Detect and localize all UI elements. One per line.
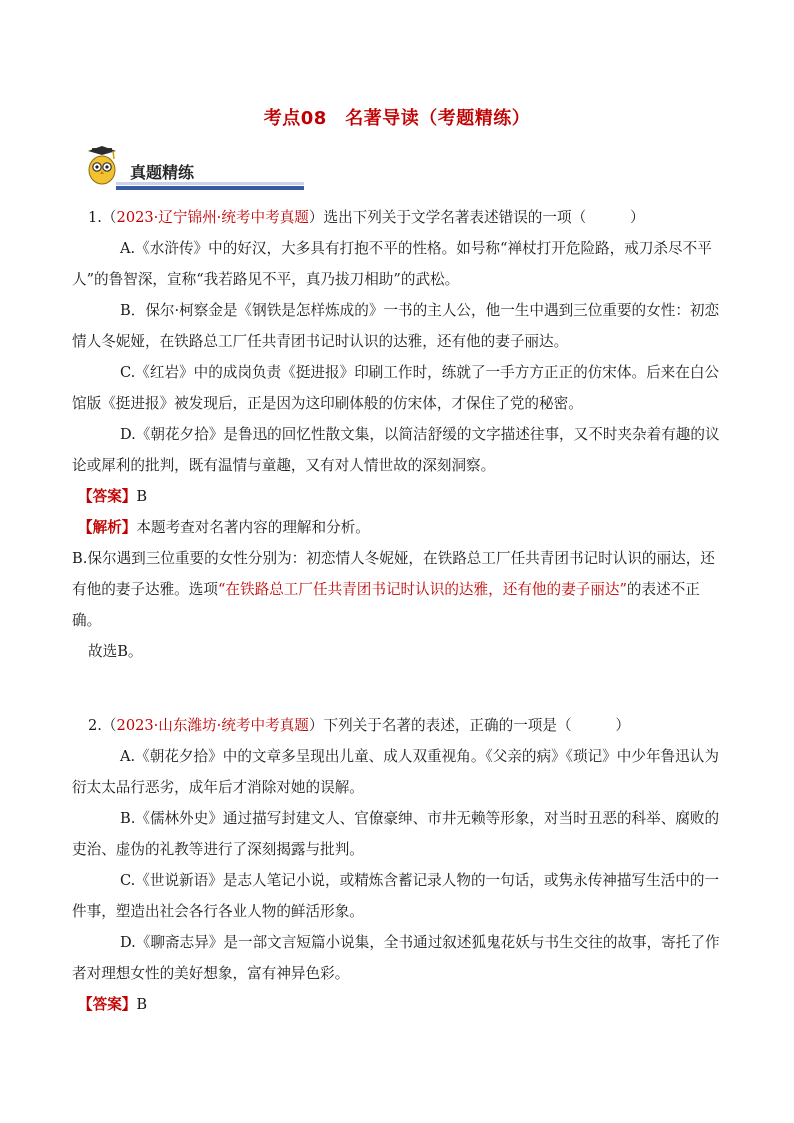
analysis-text: 本题考查对名著内容的理解和分析。 (136, 519, 370, 536)
explanation-quote: “在铁路总工厂任共青团书记时认识的达雅，还有他的妻子丽达” (217, 581, 627, 598)
option-c: C.《世说新语》是志人笔记小说，或精炼含蓄记录人物的一句话，或隽永传神描写生活中的一件事，塑造出社会各行各业人物的鲜活形象。 (72, 872, 720, 920)
question-1 (72, 202, 728, 667)
conclusion: 故选B。 (88, 643, 143, 660)
answer-tag: 【答案】 (78, 488, 137, 505)
section-underline-light (116, 182, 304, 185)
option-c: C.《红岩》中的成岗负责《挺进报》印刷工作时，练就了一手方方正正的仿宋体。后来在白公馆版《挺进报》被发现后，正是因为这印刷体般的仿宋体，才保住了党的秘密。 (72, 364, 720, 412)
answer-tag: 【答案】 (78, 996, 137, 1013)
section-underline (116, 186, 304, 190)
option-a: A.《水浒传》中的好汉，大多具有打抱不平的性格。如号称“禅杖打开危险路，戒刀杀尽不平人”的鲁智深，宣称“我若路见不平，真乃拔刀相助”的武松。 (72, 240, 712, 288)
question-source: 2023·山东潍坊·统考中考真题 (116, 717, 309, 734)
question-source: 2023·辽宁锦州·统考中考真题 (116, 209, 309, 226)
option-b: B.《儒林外史》通过描写封建文人、官僚豪绅、市井无赖等形象，对当时丑恶的科举、腐败的吏治、虚伪的礼教等进行了深刻揭露与批判。 (72, 810, 720, 858)
question-2 (72, 710, 728, 1020)
answer-value: B (136, 488, 148, 505)
section-label: 真题精练 (130, 163, 195, 182)
answer-value: B (136, 996, 148, 1013)
explanation: B.保尔遇到三位重要的女性分别为：初恋情人冬妮娅，在铁路总工厂任共青团书记时认识的丽达，还有他的妻子达雅。选项“在铁路总工厂任共青团书记时认识的达雅，还有他的妻子丽达”的表述不正确。 (72, 550, 715, 629)
question-stem: 2.（2023·山东潍坊·统考中考真题）下列关于名著的表述，正确的一项是（ ） (88, 717, 630, 734)
page-title: 考点08 名著导读（考题精练） (263, 108, 531, 129)
option-d: D.《朝花夕拾》是鲁迅的回忆性散文集，以简洁舒缓的文字描述往事，又不时夹杂着有趣的议论或犀利的批判，既有温情与童趣，又有对人情世故的深刻洞察。 (72, 426, 720, 474)
answer-line (72, 989, 728, 1020)
answer-line (72, 481, 728, 512)
option-d: D.《聊斋志异》是一部文言短篇小说集，全书通过叙述狐鬼花妖与书生交往的故事，寄托了作者对理想女性的美好想象，富有神异色彩。 (72, 934, 720, 982)
owl-mascot-icon (86, 146, 118, 186)
question-stem: 1.（2023·辽宁锦州·统考中考真题）选出下列关于文学名著表述错误的一项（ ） (88, 209, 645, 226)
analysis-tag: 【解析】 (78, 519, 137, 536)
analysis-line (72, 512, 728, 543)
option-b: B．保尔·柯察金是《钢铁是怎样炼成的》一书的主人公，他一生中遇到三位重要的女性：初恋情人冬妮娅，在铁路总工厂任共青团书记时认识的达雅，还有他的妻子丽达。 (72, 302, 720, 350)
section-header (86, 146, 276, 192)
option-a: A.《朝花夕拾》中的文章多呈现出儿童、成人双重视角。《父亲的病》《琐记》中少年鲁迅认为衍太太品行恶劣，成年后才消除对她的误解。 (72, 748, 719, 796)
